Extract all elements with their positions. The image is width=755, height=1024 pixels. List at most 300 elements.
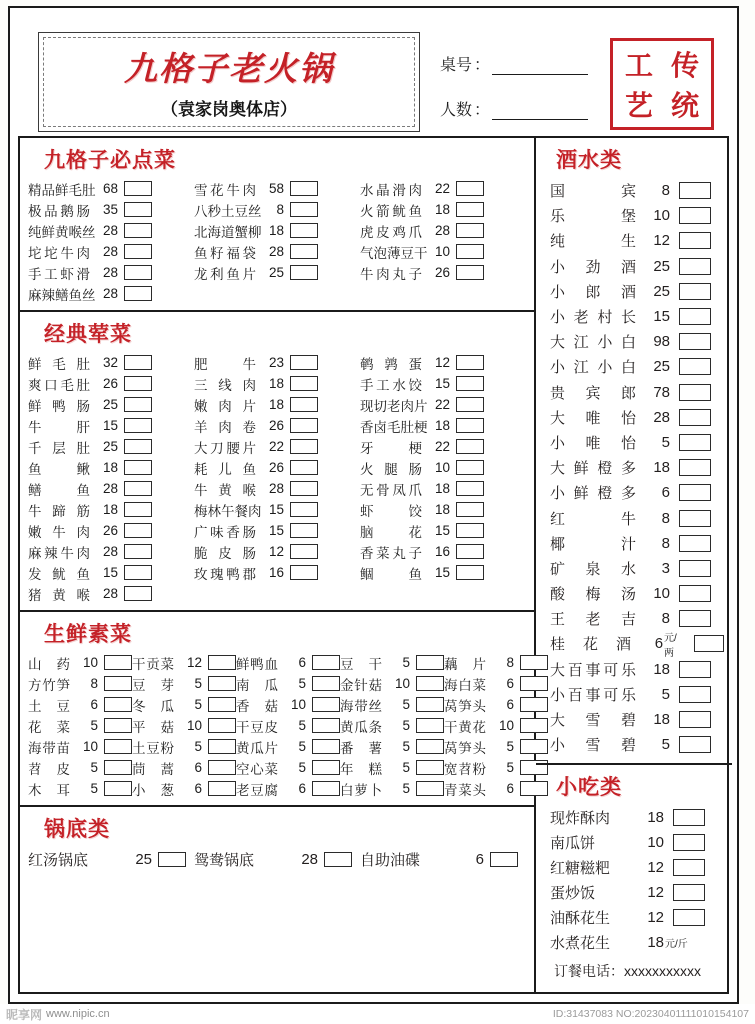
item-name: 山药 (28, 656, 70, 672)
item-name: 南瓜 (236, 677, 278, 693)
item-price: 15 (434, 565, 450, 580)
item-price: 15 (434, 523, 450, 538)
order-checkbox[interactable] (290, 523, 318, 538)
order-checkbox[interactable] (456, 265, 484, 280)
item-name: 小唯怡 (550, 434, 636, 452)
item-name: 茼蒿 (132, 761, 174, 777)
item-price: 5 (661, 736, 670, 754)
order-checkbox[interactable] (673, 909, 705, 926)
menu-header (10, 8, 737, 136)
section-title-classic-meat: 经典荤菜 (44, 321, 132, 346)
item-name: 猪黄喉 (28, 587, 90, 603)
menu-item (444, 673, 548, 694)
order-checkbox[interactable] (104, 718, 132, 733)
menu-item (28, 736, 132, 757)
order-checkbox[interactable] (456, 355, 484, 370)
order-checkbox[interactable] (679, 686, 711, 703)
order-checkbox[interactable] (290, 181, 318, 196)
order-checkbox[interactable] (124, 181, 152, 196)
order-checkbox[interactable] (416, 718, 444, 733)
item-price: 12 (268, 544, 284, 559)
order-checkbox[interactable] (679, 661, 711, 678)
must-order-grid (28, 178, 526, 304)
item-price: 18 (434, 481, 450, 496)
order-checkbox[interactable] (416, 739, 444, 754)
order-checkbox[interactable] (679, 283, 711, 300)
item-price: 68 (102, 181, 118, 196)
item-name: 红牛 (550, 510, 636, 528)
menu-item (194, 373, 360, 394)
item-price: 5 (90, 760, 98, 775)
order-checkbox[interactable] (290, 502, 318, 517)
order-checkbox[interactable] (208, 697, 236, 712)
menu-item (550, 254, 724, 279)
item-price: 6 (506, 676, 514, 691)
order-checkbox[interactable] (694, 635, 724, 652)
order-checkbox[interactable] (456, 523, 484, 538)
order-checkbox[interactable] (124, 265, 152, 280)
item-name: 虎皮鸡爪 (360, 224, 422, 240)
order-checkbox[interactable] (290, 460, 318, 475)
title-box (38, 32, 420, 132)
section-drinks (536, 138, 732, 765)
order-checkbox[interactable] (124, 439, 152, 454)
order-checkbox[interactable] (290, 355, 318, 370)
order-checkbox[interactable] (208, 676, 236, 691)
order-checkbox[interactable] (124, 286, 152, 301)
item-name: 现切老肉片 (360, 398, 428, 414)
item-price: 3 (661, 559, 670, 577)
item-price: 6 (506, 697, 514, 712)
menu-item (550, 304, 724, 329)
item-name: 乐堡 (550, 208, 636, 226)
order-checkbox[interactable] (679, 484, 711, 501)
menu-item (28, 436, 194, 457)
order-checkbox[interactable] (456, 376, 484, 391)
item-price: 22 (434, 181, 450, 196)
item-name: 苕皮 (28, 761, 70, 777)
item-price: 8 (506, 655, 514, 670)
item-price: 12 (647, 859, 664, 877)
item-price: 28 (102, 286, 118, 301)
order-checkbox[interactable] (679, 585, 711, 602)
order-checkbox[interactable] (679, 535, 711, 552)
section-title-fresh-veg: 生鲜素菜 (44, 621, 132, 646)
order-checkbox[interactable] (456, 481, 484, 496)
item-name: 桂花酒 (550, 636, 632, 654)
item-name: 小劲酒 (550, 258, 636, 276)
item-price: 5 (402, 655, 410, 670)
order-checkbox[interactable] (679, 182, 711, 199)
order-checkbox[interactable] (208, 739, 236, 754)
item-unit: 元/两 (664, 632, 677, 659)
order-checkbox[interactable] (124, 502, 152, 517)
order-checkbox[interactable] (124, 376, 152, 391)
item-price: 6 (298, 781, 306, 796)
order-checkbox[interactable] (312, 676, 340, 691)
order-checkbox[interactable] (456, 565, 484, 580)
order-checkbox[interactable] (456, 397, 484, 412)
order-checkbox[interactable] (290, 565, 318, 580)
item-name: 莴笋头 (444, 698, 486, 714)
order-checkbox[interactable] (124, 544, 152, 559)
item-price: 18 (102, 502, 118, 517)
item-price: 18 (434, 418, 450, 433)
order-checkbox[interactable] (673, 809, 705, 826)
order-checkbox[interactable] (679, 358, 711, 375)
order-checkbox[interactable] (416, 781, 444, 796)
order-checkbox[interactable] (312, 760, 340, 775)
order-checkbox[interactable] (290, 481, 318, 496)
item-price: 10 (186, 718, 202, 733)
item-name: 坨坨牛肉 (28, 245, 90, 261)
order-checkbox[interactable] (124, 460, 152, 475)
item-name: 香菜丸子 (360, 545, 422, 561)
order-checkbox[interactable] (490, 852, 518, 867)
item-name: 纯生 (550, 233, 636, 251)
item-price: 10 (653, 207, 670, 225)
order-checkbox[interactable] (124, 481, 152, 496)
item-name: 牛肉丸子 (360, 266, 422, 282)
item-price: 6 (654, 635, 664, 653)
order-checkbox[interactable] (673, 834, 705, 851)
item-price: 5 (194, 697, 202, 712)
item-name: 肥牛 (194, 356, 256, 372)
menu-item (28, 562, 194, 583)
seal-char-1: 工 (624, 49, 653, 82)
item-price: 8 (276, 202, 284, 217)
item-price: 5 (661, 685, 670, 703)
order-checkbox[interactable] (456, 223, 484, 238)
menu-item (360, 262, 526, 283)
order-checkbox[interactable] (673, 859, 705, 876)
menu-item (194, 457, 360, 478)
item-price: 22 (434, 397, 450, 412)
item-price: 6 (298, 655, 306, 670)
item-price: 28 (102, 244, 118, 259)
item-price: 25 (653, 257, 670, 275)
item-price: 5 (506, 739, 514, 754)
order-checkbox[interactable] (679, 384, 711, 401)
order-checkbox[interactable] (104, 781, 132, 796)
order-checkbox[interactable] (290, 223, 318, 238)
order-checkbox[interactable] (124, 223, 152, 238)
item-price: 5 (298, 739, 306, 754)
order-checkbox[interactable] (208, 781, 236, 796)
order-checkbox[interactable] (208, 718, 236, 733)
order-checkbox[interactable] (290, 265, 318, 280)
order-checkbox[interactable] (104, 760, 132, 775)
item-name: 鱼籽福袋 (194, 245, 256, 261)
item-name: 椰汁 (550, 535, 636, 553)
item-price: 15 (102, 565, 118, 580)
menu-item (28, 457, 194, 478)
item-name: 纯鲜黄喉丝 (28, 224, 96, 240)
item-name: 酸梅汤 (550, 586, 636, 604)
order-phone (550, 961, 724, 981)
menu-item (194, 220, 360, 241)
order-checkbox[interactable] (124, 202, 152, 217)
order-checkbox[interactable] (679, 610, 711, 627)
menu-item (550, 505, 724, 530)
menu-item (28, 583, 194, 604)
item-name: 花菜 (28, 719, 70, 735)
order-checkbox[interactable] (290, 397, 318, 412)
menu-item (236, 778, 340, 799)
order-checkbox[interactable] (679, 736, 711, 753)
item-name: 自助油碟 (360, 851, 421, 869)
order-checkbox[interactable] (456, 502, 484, 517)
order-checkbox[interactable] (416, 760, 444, 775)
item-name: 番薯 (340, 740, 382, 756)
item-price: 18 (434, 202, 450, 217)
section-classic-meat (20, 312, 534, 612)
item-name: 水煮花生 (550, 935, 611, 953)
order-checkbox[interactable] (124, 397, 152, 412)
order-checkbox[interactable] (679, 409, 711, 426)
menu-item (550, 805, 724, 830)
item-price: 15 (102, 418, 118, 433)
menu-item (340, 778, 444, 799)
table-number-input[interactable] (492, 60, 588, 75)
section-pot-base (20, 807, 534, 877)
menu-item (194, 415, 360, 436)
item-name: 三线肉 (194, 377, 256, 393)
item-price: 8 (661, 509, 670, 527)
item-price: 18 (102, 460, 118, 475)
item-price: 18 (653, 459, 670, 477)
order-checkbox[interactable] (208, 760, 236, 775)
order-checkbox[interactable] (124, 418, 152, 433)
order-checkbox[interactable] (290, 202, 318, 217)
item-name: 小江小白 (550, 359, 636, 377)
table-number-label: 桌号 (440, 57, 473, 74)
order-checkbox[interactable] (124, 565, 152, 580)
watermark-url: www.nipic.cn (46, 1008, 110, 1020)
menu-item (360, 541, 526, 562)
item-price: 22 (434, 439, 450, 454)
item-price: 18 (268, 223, 284, 238)
footer-watermark (0, 1004, 755, 1024)
menu-item (132, 694, 236, 715)
menu-item (132, 652, 236, 673)
people-count-input[interactable] (492, 105, 588, 120)
menu-item (550, 531, 724, 556)
menu-item (444, 778, 548, 799)
order-checkbox[interactable] (312, 697, 340, 712)
item-price: 10 (647, 834, 664, 852)
item-price: 25 (268, 265, 284, 280)
order-checkbox[interactable] (290, 544, 318, 559)
item-name: 南瓜饼 (550, 835, 596, 853)
item-name: 虾饺 (360, 503, 422, 519)
item-name: 手工水饺 (360, 377, 422, 393)
item-price: 5 (90, 781, 98, 796)
order-checkbox[interactable] (290, 418, 318, 433)
item-name: 嫩牛肉 (28, 524, 90, 540)
menu-item (550, 905, 724, 930)
item-name: 大鲜橙多 (550, 460, 636, 478)
menu-item (194, 352, 360, 373)
menu-item (550, 631, 724, 659)
order-checkbox[interactable] (679, 333, 711, 350)
item-name: 鹌鹑蛋 (360, 356, 422, 372)
order-checkbox[interactable] (124, 586, 152, 601)
order-checkbox[interactable] (312, 655, 340, 670)
menu-item (550, 682, 724, 707)
order-checkbox[interactable] (456, 418, 484, 433)
item-price: 8 (661, 534, 670, 552)
item-name: 牛蹄筋 (28, 503, 90, 519)
item-name: 小郎酒 (550, 283, 636, 301)
item-name: 气泡薄豆干 (360, 245, 428, 261)
order-checkbox[interactable] (290, 376, 318, 391)
order-checkbox[interactable] (679, 207, 711, 224)
order-checkbox[interactable] (158, 852, 186, 867)
item-name: 金针菇 (340, 677, 382, 693)
order-checkbox[interactable] (312, 739, 340, 754)
menu-item (28, 262, 194, 283)
item-price: 58 (268, 181, 284, 196)
item-price: 78 (653, 383, 670, 401)
item-price: 15 (434, 376, 450, 391)
order-checkbox[interactable] (312, 781, 340, 796)
item-price: 10 (653, 585, 670, 603)
menu-item (550, 606, 724, 631)
right-column (536, 138, 732, 992)
order-checkbox[interactable] (679, 459, 711, 476)
item-price: 15 (653, 308, 670, 326)
order-checkbox[interactable] (416, 655, 444, 670)
order-checkbox[interactable] (679, 308, 711, 325)
order-checkbox[interactable] (312, 718, 340, 733)
item-name: 小百事可乐 (550, 686, 636, 704)
order-checkbox[interactable] (290, 439, 318, 454)
item-name: 老豆腐 (236, 782, 278, 798)
item-name: 大刀腰片 (194, 440, 256, 456)
order-checkbox[interactable] (456, 460, 484, 475)
item-name: 土豆粉 (132, 740, 174, 756)
item-unit: 元/斤 (665, 939, 688, 951)
item-name: 发鱿鱼 (28, 566, 90, 582)
menu-item (360, 220, 526, 241)
item-name: 脆皮肠 (194, 545, 256, 561)
order-checkbox[interactable] (416, 676, 444, 691)
menu-item (28, 241, 194, 262)
order-checkbox[interactable] (679, 711, 711, 728)
menu-item (194, 847, 360, 871)
item-price: 28 (102, 481, 118, 496)
order-checkbox[interactable] (456, 439, 484, 454)
item-name: 鲜鸭血 (236, 656, 278, 672)
item-price: 5 (402, 739, 410, 754)
item-name: 贵宾郎 (550, 384, 636, 402)
item-name: 莴笋头 (444, 740, 486, 756)
order-checkbox[interactable] (104, 697, 132, 712)
order-checkbox[interactable] (124, 244, 152, 259)
menu-item (132, 778, 236, 799)
item-name: 红糖糍粑 (550, 860, 611, 878)
item-name: 极品鹅肠 (28, 203, 90, 219)
item-name: 海白菜 (444, 677, 486, 693)
item-name: 火腿肠 (360, 461, 422, 477)
item-name: 大百事可乐 (550, 661, 636, 679)
order-checkbox[interactable] (679, 258, 711, 275)
item-name: 国宾 (550, 183, 636, 201)
menu-item (194, 436, 360, 457)
order-checkbox[interactable] (456, 544, 484, 559)
menu-item (194, 562, 360, 583)
order-checkbox[interactable] (679, 560, 711, 577)
order-checkbox[interactable] (104, 676, 132, 691)
menu-item (28, 847, 194, 871)
order-checkbox[interactable] (673, 884, 705, 901)
menu-item (28, 757, 132, 778)
menu-item (360, 499, 526, 520)
menu-item (28, 694, 132, 715)
menu-item (28, 283, 194, 304)
order-checkbox[interactable] (104, 739, 132, 754)
item-name: 年糕 (340, 761, 382, 777)
menu-item (194, 199, 360, 220)
order-checkbox[interactable] (324, 852, 352, 867)
order-checkbox[interactable] (416, 697, 444, 712)
item-price: 35 (102, 202, 118, 217)
menu-item (550, 556, 724, 581)
order-checkbox[interactable] (208, 655, 236, 670)
item-price: 12 (186, 655, 202, 670)
order-checkbox[interactable] (124, 355, 152, 370)
item-name: 大江小白 (550, 334, 636, 352)
people-count-colon: ： (474, 102, 491, 119)
menu-item (550, 880, 724, 905)
item-price: 26 (102, 376, 118, 391)
item-name: 羊肉卷 (194, 419, 256, 435)
order-checkbox[interactable] (679, 232, 711, 249)
menu-item (360, 847, 526, 871)
menu-body (18, 136, 729, 994)
item-name: 千层肚 (28, 440, 90, 456)
item-name: 手工虾滑 (28, 266, 90, 282)
order-checkbox[interactable] (456, 244, 484, 259)
people-count-row (440, 97, 610, 120)
order-checkbox[interactable] (456, 181, 484, 196)
item-price: 22 (268, 439, 284, 454)
item-name: 鲜毛肚 (28, 356, 90, 372)
order-checkbox[interactable] (290, 244, 318, 259)
order-phone-value: xxxxxxxxxxx (624, 963, 701, 980)
item-name: 雪花牛肉 (194, 182, 256, 198)
menu-item (28, 352, 194, 373)
item-price: 5 (506, 760, 514, 775)
order-checkbox[interactable] (456, 202, 484, 217)
menu-item (550, 581, 724, 606)
order-checkbox[interactable] (124, 523, 152, 538)
menu-item (194, 478, 360, 499)
shop-branch: （袁家岗奥体店） (161, 100, 297, 120)
order-checkbox[interactable] (104, 655, 132, 670)
item-name: 鸳鸯锅底 (194, 851, 255, 869)
section-title-pot-base: 锅底类 (44, 816, 110, 841)
order-checkbox[interactable] (679, 434, 711, 451)
order-checkbox[interactable] (679, 510, 711, 527)
seal-char-4: 统 (670, 89, 699, 122)
item-price: 12 (434, 355, 450, 370)
menu-item (28, 415, 194, 436)
menu-item (28, 652, 132, 673)
drinks-list (550, 178, 724, 757)
menu-item (444, 715, 548, 736)
